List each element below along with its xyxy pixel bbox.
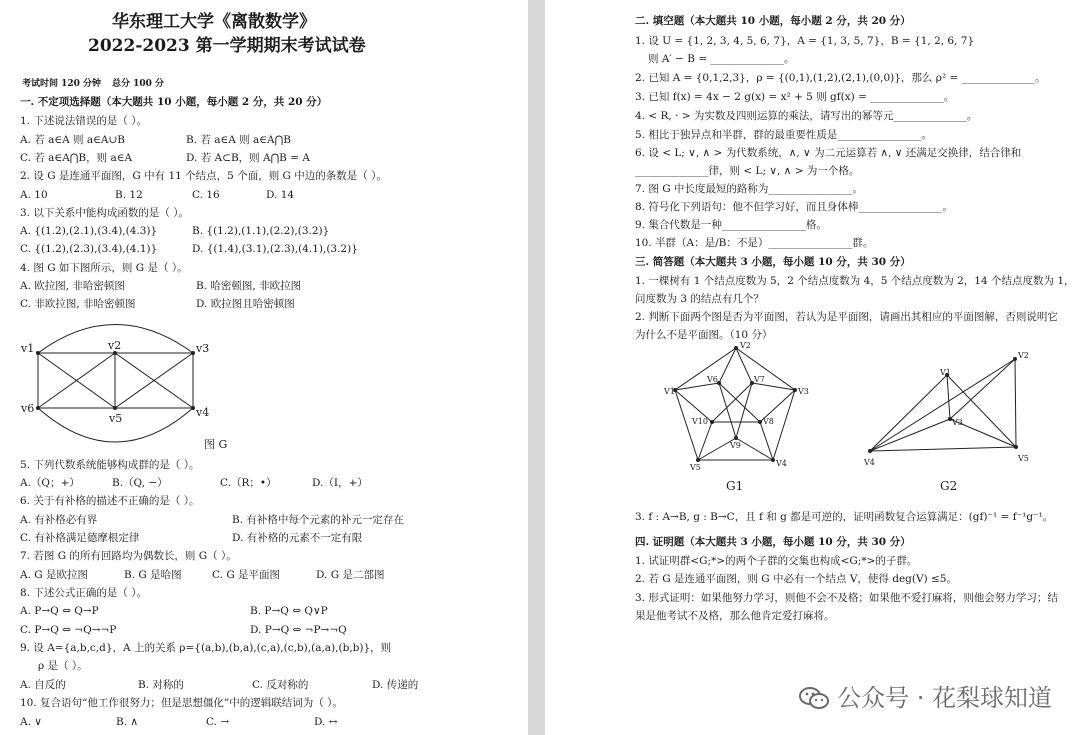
graph-node-label: V2 [1018, 351, 1029, 360]
graph-node-label: V4 [864, 458, 875, 467]
question-line: 10. 复合语句“他工作很努力；但是思想僵化”中的逻辑联结词为（ ）。 [20, 697, 343, 709]
graph-node-label: v6 [21, 402, 35, 415]
fill-line: 5. 相比于独异点和半群，群的最重要性质是________________。 [635, 129, 932, 141]
option-line: B. ∧ [116, 716, 139, 728]
graph-node-label: v4 [196, 406, 210, 419]
graph-g-figure [18, 316, 228, 454]
proof-line: 1. 试证明群<G;*>的两个子群的交集也构成<G;*>的子群。 [635, 555, 918, 567]
option-line: D. {(1.4),(3.1),(2.3),(4.1),(3.2)} [192, 243, 358, 255]
page-gap [528, 0, 545, 735]
question-line: ρ 是（ ）。 [38, 660, 88, 672]
option-line: B. {(1.2),(1.1),(2.2),(3.2)} [192, 225, 330, 237]
option-line: B.（Q, −） [112, 477, 168, 489]
graph-node-label: V5 [690, 463, 701, 472]
graph-node-label: V9 [730, 441, 741, 450]
graph-node-label: V10 [692, 417, 708, 426]
option-line: A. 10 [20, 189, 48, 201]
option-line: B. 有补格中每个元素的补元一定存在 [232, 514, 404, 526]
fill-line: 则 A′ − B = ______________。 [648, 53, 795, 65]
watermark [799, 678, 1052, 713]
option-line: A. P→Q ⇔ Q→P [20, 605, 99, 617]
fill-line: 1. 设 U = {1, 2, 3, 4, 5, 6, 7}，A = {1, 3, 5, 7}，B = {1, 2, 6, 7} [635, 35, 975, 47]
option-line: A. 欧拉图, 非哈密顿图 [20, 280, 125, 292]
option-line: B. P→Q ⇔ Q∨P [250, 605, 328, 617]
question-line: 5. 下列代数系统能够构成群的是（ ）。 [20, 459, 200, 471]
option-line: B. 对称的 [138, 679, 184, 691]
option-line: D. 传递的 [372, 679, 419, 691]
short-line: 2. 判断下面两个图是否为平面图，若认为是平面图，请画出其相应的平面图解，否则说明它 [635, 311, 1058, 323]
exam-title: 华东理工大学《离散数学》 [112, 12, 316, 32]
fill-line: 10. 半群（A：是/B：不是）________________群。 [635, 237, 874, 249]
option-line: C. → [206, 716, 230, 728]
question-line: 3. 以下关系中能构成函数的是（ ）。 [20, 207, 189, 219]
question-line: 2. 设 G 是连通平面图，G 中有 11 个结点，5 个面，则 G 中边的条数是（ ）。 [20, 170, 387, 182]
option-line: A. 若 a∈A 则 a∈A∪B [20, 134, 126, 146]
exam-score: 总分 100 分 [112, 79, 165, 89]
graph-node-label: V1 [940, 368, 951, 377]
option-line: A. ∨ [20, 716, 42, 728]
option-line: C. 非欧拉图, 非哈密顿图 [20, 298, 136, 310]
graph-node-label: v2 [108, 339, 122, 352]
exam-time: 考试时间 120 分钟 [22, 79, 102, 89]
option-line: D.（I，+） [312, 477, 368, 489]
option-line: D. P→Q ⇔ ¬P→¬Q [250, 624, 347, 636]
graph-g1-figure [660, 338, 810, 498]
graph-node-label: V5 [1018, 454, 1029, 463]
option-line: D. 有补格的元素不一定有限 [232, 532, 363, 544]
graph-node-label: v5 [109, 412, 123, 425]
graph-node-label: v3 [196, 342, 210, 355]
fill-line: 6. 设 < L; ∨, ∧ > 为代数系统，∧, ∨ 为二元运算若 ∧, ∨ 还满足交换律，结合律和 [635, 147, 1022, 159]
graph-node-label: V1 [664, 387, 675, 396]
option-line: C. 若 a∈A⋂B，则 a∈A [20, 152, 133, 164]
graph-node-label: V3 [952, 418, 963, 427]
question-line: 6. 关于有补格的描述不正确的是（ ）。 [20, 495, 200, 507]
exam-subtitle: 2022-2023 第一学期期末考试试卷 [88, 36, 366, 56]
fill-line: 4. < R, · > 为实数及四则运算的乘法，请写出的幂等元______________。 [635, 110, 978, 122]
graph-node-label: V7 [754, 375, 765, 384]
option-line: D. 若 A⊂B，则 A⋂B = A [186, 152, 310, 164]
fill-line: 8. 符号化下列语句：他不但学习好，而且身体棒________________。 [635, 201, 953, 213]
short-line: 问度数为 3 的结点有几个？ [635, 293, 764, 305]
graph-g2-figure [860, 345, 1035, 500]
option-line: A. 自反的 [20, 679, 66, 691]
question-line: 8. 下述公式正确的是（ ）。 [20, 587, 147, 599]
option-line: C.（R；•） [220, 477, 277, 489]
question-line: 9. 设 A={a,b,c,d}，A 上的关系 ρ={(a,b),(b,a),(c,a),(c,b),(a,a),(b,b)}，则 [20, 642, 392, 654]
short-line: 为什么不是平面图。（10 分） [635, 329, 773, 341]
option-line: B. 12 [115, 189, 143, 201]
graph-node-label: V8 [763, 417, 774, 426]
option-line: D. 14 [266, 189, 295, 201]
exam-page-left [0, 0, 528, 735]
graph-node-label: V6 [707, 375, 718, 384]
short-line: 3. f : A→B, g : B→C，且 f 和 g 都是可逆的，证明函数复合运算满足：(gf)⁻¹ = f⁻¹g⁻¹。 [635, 511, 1054, 523]
graph-node-label: V4 [776, 459, 787, 468]
graph-caption: 图 G [204, 438, 228, 451]
option-line: C. P→Q ⇔ ¬Q→¬P [20, 624, 117, 636]
watermark-text: 公众号 · 花梨球知道 [837, 684, 1052, 712]
option-line: B. 哈密顿图, 非欧拉图 [196, 280, 302, 292]
graph-node-label: v1 [21, 342, 35, 355]
option-line: B. 若 a∈A 则 a∈A⋂B [186, 134, 291, 146]
wechat-icon [799, 686, 829, 710]
option-line: D. G 是二部图 [316, 569, 385, 581]
proof-line: 2. 若 G 是连通平面图，则 G 中必有一个结点 V，使得 deg(V) ≤5。 [635, 573, 957, 585]
short-line: 1. 一棵树有 1 个结点度数为 5，2 个结点度数为 4，5 个结点度数为 2，14 个结点度数为 1， [635, 275, 1075, 287]
option-line: A. G 是欧拉图 [20, 569, 88, 581]
proof-line: 3. 形式证明：如果他努力学习，则他不会不及格；如果他不爱打麻将，则他会努力学习；结 [635, 592, 1058, 604]
exam-page-right [545, 0, 1080, 735]
question-line: 1. 下述说法错误的是（ ）。 [20, 115, 147, 127]
section-4-heading: 四. 证明题（本大题共 3 小题，每小题 10 分，共 30 分） [635, 536, 911, 548]
option-line: A.（Q；+） [20, 477, 80, 489]
option-line: C. 有补格满足德摩根定律 [20, 532, 140, 544]
section-3-heading: 三. 简答题（本大题共 3 小题，每小题 10 分，共 30 分） [635, 256, 911, 268]
fill-line: 3. 已知 f(x) = 4x − 2 g(x) = x² + 5 则 gf(x) = ______________。 [635, 91, 955, 103]
graph-caption: G1 [726, 479, 744, 493]
section-1-heading: 一. 不定项选择题（本大题共 10 小题，每小题 2 分，共 20 分） [20, 96, 328, 108]
option-line: C. 反对称的 [252, 679, 309, 691]
fill-line: ______________律，则 < L; ∨, ∧ > 为一个格。 [635, 165, 860, 177]
question-line: 4. 图 G 如下图所示，则 G 是（ ）。 [20, 262, 188, 274]
option-line: C. G 是平面图 [212, 569, 281, 581]
option-line: D. 欧拉图且哈密顿图 [196, 298, 295, 310]
option-line: C. 16 [192, 189, 220, 201]
proof-line: 果是他考试不及格，那么他肯定爱打麻将。 [635, 610, 835, 622]
graph-node-label: V2 [740, 341, 751, 350]
graph-caption: G2 [940, 479, 958, 493]
option-line: C. {(1.2),(2.3),(3.4),(4.1)} [20, 243, 158, 255]
fill-line: 2. 已知 A = {0,1,2,3}，ρ = {(0,1),(1,2),(2,1),(0,0)}，那么 ρ² = ______________。 [635, 72, 1046, 84]
option-line: B. G 是哈图 [124, 569, 182, 581]
fill-line: 7. 图 G 中长度最短的路称为________________。 [635, 183, 863, 195]
option-line: A. 有补格必有界 [20, 514, 98, 526]
graph-node-label: V3 [798, 387, 809, 396]
option-line: A. {(1.2),(2.1),(3.4),(4.3)} [20, 225, 158, 237]
question-line: 7. 若图 G 的所有回路均为偶数长，则 G（ ）。 [20, 550, 237, 562]
option-line: D. ↔ [314, 716, 338, 728]
fill-line: 9. 集合代数是一种________________格。 [635, 219, 827, 231]
section-2-heading: 二. 填空题（本大题共 10 小题，每小题 2 分，共 20 分） [635, 15, 911, 27]
